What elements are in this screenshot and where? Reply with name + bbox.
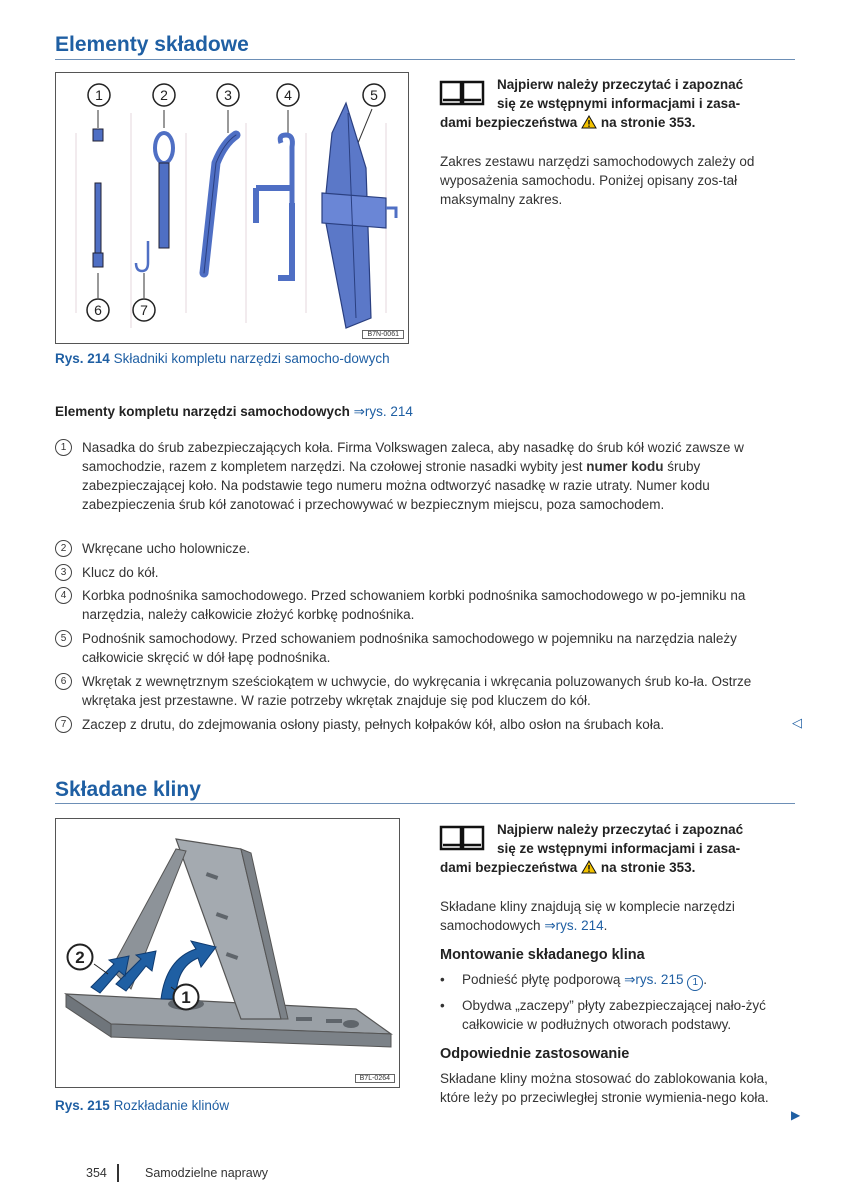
list-item-1: 1 Nasadka do śrub zabezpieczających koła. Firma Volkswagen zaleca, aby nasadkę do śrub kół wozić zawsze w samochodzie, razem z kompletem narzędzi. Na czołowej stronie nasadki wybity jest numer kodu śruby zabezpieczającej koło. Na podstawie tego numeru można odtworzyć nasadkę w razie utraty. Numer kodu zabezpieczenia śrub kół zanotować i przechowywać w bezpiecznym miejscu, poza samochodem.: [55, 438, 795, 514]
bullet-2: • Obydwa „zaczepy” płyty zabezpieczającej nało-żyć całkowicie w podłużnych otworach podstawy.: [440, 998, 766, 1032]
callout-4: [276, 83, 300, 112]
continue-marker: ▶: [791, 1108, 801, 1122]
callout-1: [87, 83, 111, 112]
figure-code: B7L-0264: [355, 1074, 395, 1083]
svg-text:4: 4: [284, 87, 292, 103]
list-item-7: 7 Zaczep z drutu, do zdejmowania osłony piasty, pełnych kołpaków kół, albo osłon na śrubach koła.: [55, 715, 795, 734]
section-rule: [55, 59, 795, 60]
callout-6: [86, 298, 110, 327]
list-item-6: 6 Wkrętak z wewnętrznym sześciokątem w uchwycie, do wykręcania i wkręcania poluzowanych śrub ko-ła. Ostrze wkrętaka jest przestawne. W razie potrzeby wkrętak znajduje się pod kluczem do kół.: [55, 672, 795, 710]
ref-link-214[interactable]: ⇒rys. 214: [544, 918, 604, 933]
callout-7: [132, 298, 156, 327]
caption-label: Rys. 215: [55, 1098, 110, 1113]
svg-text:2: 2: [160, 87, 168, 103]
caption-text: Składniki kompletu narzędzi samocho-dowych: [113, 351, 390, 366]
mount-heading: Montowanie składanego klina: [440, 947, 645, 963]
caption-label: Rys. 214: [55, 351, 110, 366]
callout-3: [216, 83, 240, 112]
note-line2: się ze wstępnymi informacjami i zasa-: [497, 841, 741, 856]
page-number: 354: [86, 1166, 107, 1180]
book-icon: [438, 77, 486, 107]
bullet-1: • Podnieść płytę podporową ⇒rys. 215 1 .: [440, 970, 795, 991]
callout-1: [172, 983, 200, 1016]
footer-divider: [117, 1164, 119, 1182]
figure-wedges: [55, 818, 400, 1088]
figure-caption-215: [55, 1096, 395, 1115]
svg-text:1: 1: [95, 87, 103, 103]
callout-5: [362, 83, 386, 112]
section-title-wedges: Składane kliny: [55, 778, 201, 801]
list-ref-link[interactable]: ⇒rys. 214: [353, 404, 413, 419]
note-line1: Najpierw należy przeczytać i zapoznać: [497, 822, 744, 837]
svg-text:7: 7: [140, 302, 148, 318]
intro-text: Zakres zestawu narzędzi samochodowych zależy od wyposażenia samochodu. Poniżej opisany zos-tał maksymalny zakres.: [440, 154, 755, 207]
callout-2: [66, 943, 94, 976]
section-rule: [55, 803, 795, 804]
wedge-illustration: [56, 819, 399, 1087]
warning-icon: [581, 860, 597, 879]
ref-link-215[interactable]: ⇒rys. 215: [624, 972, 684, 987]
figure-tool-kit: [55, 72, 409, 344]
warning-icon: [581, 115, 597, 134]
note-line3: dami bezpieczeństwa na stronie 353.: [440, 858, 800, 879]
book-icon: [438, 822, 486, 852]
callout-2: [152, 83, 176, 112]
note-line2: się ze wstępnymi informacjami i zasa-: [497, 96, 741, 111]
svg-text:2: 2: [75, 948, 85, 967]
figure-caption-214: [55, 349, 405, 368]
wedge-intro: Składane kliny znajdują się w komplecie narzędzi samochodowych ⇒rys. 214.: [440, 899, 735, 933]
list-item-4: 4 Korbka podnośnika samochodowego. Przed schowaniem korbki podnośnika samochodowego w po-jemniku na narzędzia, należy całkowicie złożyć korbkę podnośnika.: [55, 586, 795, 624]
caption-text: Rozkładanie klinów: [113, 1098, 230, 1113]
use-heading: Odpowiednie zastosowanie: [440, 1046, 630, 1062]
svg-text:3: 3: [224, 87, 232, 103]
section-title-components: Elementy składowe: [55, 33, 249, 56]
list-heading: Elementy kompletu narzędzi samochodowych ⇒rys. 214: [55, 404, 413, 419]
list-item-2: 2 Wkręcane ucho holownicze.: [55, 539, 795, 558]
end-marker: ◁: [792, 715, 802, 730]
use-text: Składane kliny można stosować do zablokowania koła, które leży po przeciwległej stronie wymienia-nego koła.: [440, 1071, 769, 1105]
svg-text:6: 6: [94, 302, 102, 318]
footer-section: Samodzielne naprawy: [145, 1166, 268, 1180]
list-item-3: 3 Klucz do kół.: [55, 563, 795, 582]
note-line3: dami bezpieczeństwa na stronie 353.: [440, 113, 800, 134]
note-line1: Najpierw należy przeczytać i zapoznać: [497, 77, 744, 92]
svg-text:1: 1: [181, 988, 191, 1007]
svg-text:5: 5: [370, 87, 378, 103]
list-item-5: 5 Podnośnik samochodowy. Przed schowaniem podnośnika samochodowego w pojemniku na narzędzia należy całkowicie skręcić w dół łapę podnośnika.: [55, 629, 795, 667]
figure-code: B7N-0061: [362, 330, 404, 339]
